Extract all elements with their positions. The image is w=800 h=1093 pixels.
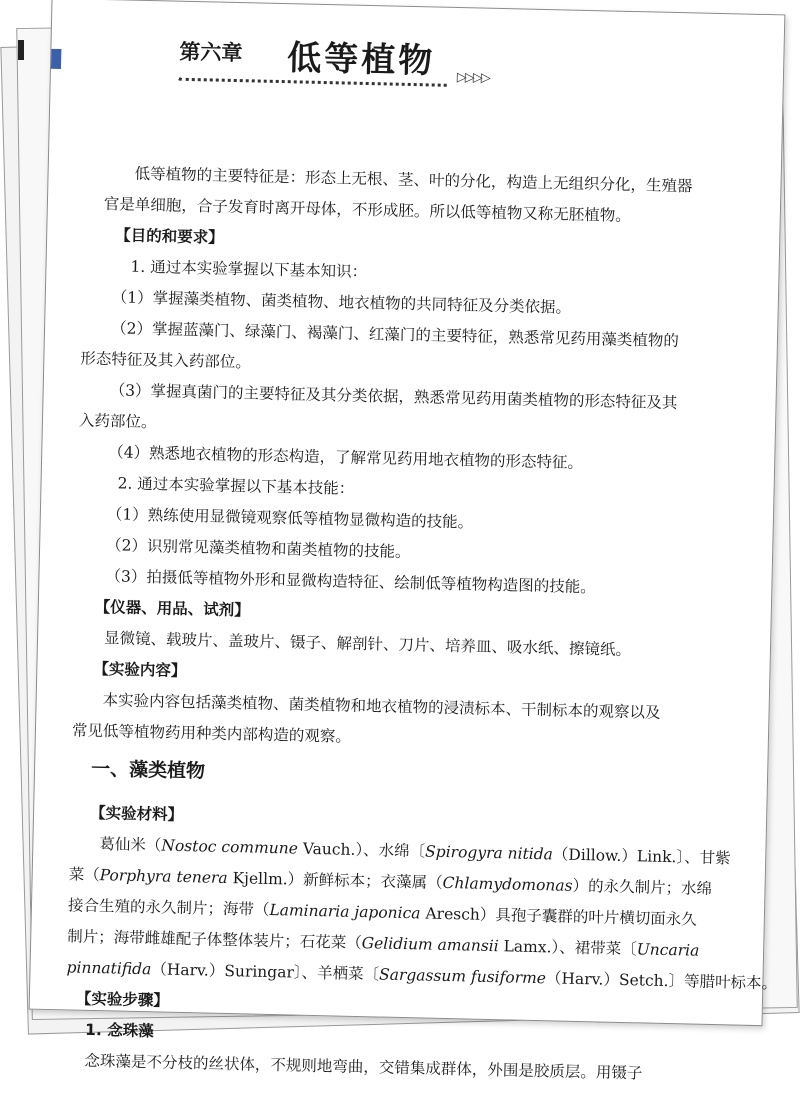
materials-heading: 【实验材料】 [89, 803, 184, 824]
objectives-heading: 【目的和要求】 [114, 226, 224, 247]
intro-line-2: 官是单细胞，合子发育时离开母体，不形成胚。所以低等植物又称无胚植物。 [103, 195, 631, 225]
objectives-sub-1: （1）掌握藻类植物、菌类植物、地衣植物的共同特征及分类依据。 [111, 288, 572, 317]
page-edge-tab [51, 49, 61, 69]
chapter-arrow-decoration: ▷▷▷▷ [456, 70, 490, 86]
body-text [49, 157, 781, 1083]
equipment-list: 显微镜、载玻片、盖玻片、镊子、解剖针、刀片、培养皿、吸水纸、擦镜纸。 [103, 629, 632, 660]
materials-line-1: 葛仙米（Nostoc commune Vauch.）、水绵〔Spirogyra nitida（Dillow.）Link.〕、甘紫 [99, 835, 731, 868]
intro-line-1: 低等植物的主要特征是：形态上无根、茎、叶的分化，构造上无组织分化，生殖器 [134, 164, 693, 196]
content-line-1: 本实验内容包括藻类植物、菌类植物和地衣植物的浸渍标本、干制标本的观察以及 [102, 691, 661, 722]
materials-line-3: 接合生殖的永久制片；海带（Laminaria japonica Aresch）具孢子囊群的叶片横切面永久 [67, 896, 697, 929]
skill-1: （1）熟练使用显微镜观察低等植物显微构造的技能。 [106, 505, 474, 532]
skill-2: （2）识别常见藻类植物和菌类植物的技能。 [105, 536, 411, 562]
objectives-item-1: 1. 通过本实验掌握以下基本知识： [130, 257, 368, 282]
objectives-sub-4: （4）熟悉地衣植物的形态构造，了解常见药用地衣植物的形态特征。 [108, 443, 584, 472]
materials-line-2: 菜（Porphyra tenera Kjellm.）新鲜标本；衣藻属（Chlamydomonas）的永久制片；水绵 [68, 865, 713, 899]
step-1-title: 1. 念珠藻 [84, 1020, 154, 1041]
document-page [29, 0, 786, 1083]
steps-heading: 【实验步骤】 [75, 989, 170, 1010]
objectives-sub-3b: 入药部位。 [78, 411, 157, 432]
objectives-sub-3a: （3）掌握真菌门的主要特征及其分类依据，熟悉常见药用菌类植物的形态特征及其 [109, 381, 678, 413]
content-line-2: 常见低等植物药用种类内部构造的观察。 [71, 721, 352, 746]
chapter-number: 第六章 [179, 38, 243, 66]
algae-section-title: 一、藻类植物 [90, 757, 206, 783]
chapter-header [178, 26, 539, 104]
left-edge-mark [18, 40, 24, 60]
skill-3: （3）拍摄低等植物外形和显微构造特征、绘制低等植物构造图的技能。 [105, 567, 596, 597]
objectives-sub-2a: （2）掌握蓝藻门、绿藻门、褐藻门、红藻门的主要特征，熟悉常见药用藻类植物的 [110, 319, 680, 351]
materials-line-5: pinnatifida（Harv.）Suringar〕、羊栖菜〔Sargassum fusiforme（Harv.）Setch.〕等腊叶标本。 [66, 958, 778, 993]
content-heading: 【实验内容】 [93, 659, 187, 681]
objectives-sub-2b: 形态特征及其入药部位。 [80, 349, 252, 372]
chapter-title: 低等植物 [286, 38, 436, 82]
objectives-item-2: 2. 通过本实验掌握以下基本技能： [117, 474, 355, 498]
equipment-heading: 【仪器、用品、试剂】 [94, 597, 250, 620]
materials-line-4: 制片；海带雌雄配子体整体装片；石花菜（Gelidium amansii Lamx.）、裙带菜〔Uncaria [67, 927, 700, 960]
step-1-text: 念珠藻是不分枝的丝状体，不规则地弯曲，交错集成群体，外围是胶质层。用镊子 [84, 1051, 643, 1083]
